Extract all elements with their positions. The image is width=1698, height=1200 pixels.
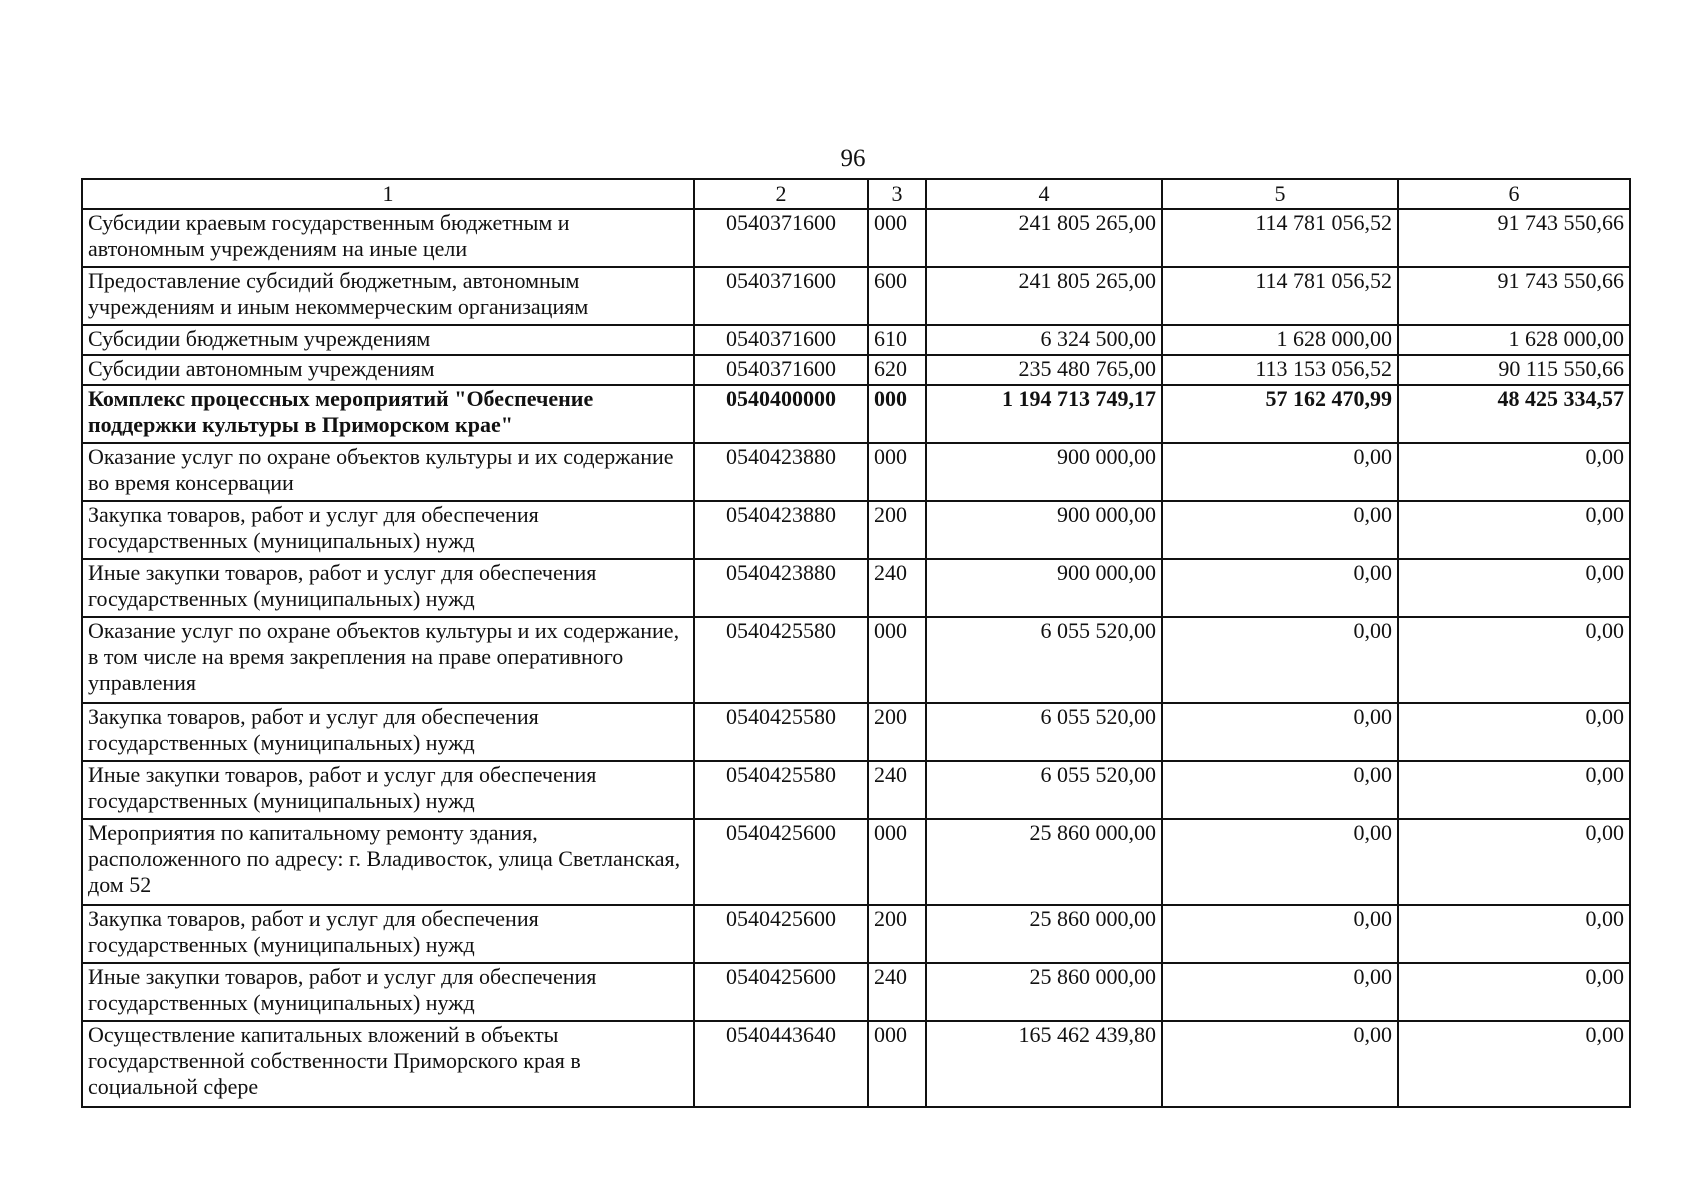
row-type: 240 [868, 559, 926, 617]
row-value-4: 900 000,00 [926, 501, 1162, 559]
row-value-6: 0,00 [1398, 1021, 1630, 1107]
row-value-4: 1 194 713 749,17 [926, 385, 1162, 443]
row-code: 0540423880 [694, 443, 868, 501]
row-code: 0540425600 [694, 819, 868, 905]
row-name: Закупка товаров, работ и услуг для обеспечения государственных (муниципальных) нужд [82, 905, 694, 963]
row-value-5: 0,00 [1162, 761, 1398, 819]
table-row [82, 819, 1630, 905]
row-type: 000 [868, 617, 926, 703]
row-name: Комплекс процессных мероприятий "Обеспечение поддержки культуры в Приморском крае" [82, 385, 694, 443]
row-value-6: 90 115 550,66 [1398, 355, 1630, 385]
row-name: Оказание услуг по охране объектов культуры и их содержание во время консервации [82, 443, 694, 501]
row-type: 620 [868, 355, 926, 385]
row-name: Осуществление капитальных вложений в объекты государственной собственности Приморского края в социальной сфере [82, 1021, 694, 1107]
table-row [82, 1021, 1630, 1107]
row-type: 240 [868, 761, 926, 819]
row-value-6: 0,00 [1398, 617, 1630, 703]
row-value-5: 0,00 [1162, 443, 1398, 501]
table-row [82, 905, 1630, 963]
row-value-6: 0,00 [1398, 819, 1630, 905]
header-col-3: 3 [868, 179, 926, 209]
row-type: 200 [868, 501, 926, 559]
table-row [82, 355, 1630, 385]
header-col-5: 5 [1162, 179, 1398, 209]
row-value-5: 0,00 [1162, 963, 1398, 1021]
row-value-4: 235 480 765,00 [926, 355, 1162, 385]
row-name: Иные закупки товаров, работ и услуг для обеспечения государственных (муниципальных) нужд [82, 963, 694, 1021]
row-value-5: 0,00 [1162, 501, 1398, 559]
row-value-5: 114 781 056,52 [1162, 267, 1398, 325]
budget-table [81, 178, 1631, 1108]
table-row [82, 443, 1630, 501]
row-code: 0540425600 [694, 905, 868, 963]
row-name: Иные закупки товаров, работ и услуг для обеспечения государственных (муниципальных) нужд [82, 559, 694, 617]
row-value-4: 900 000,00 [926, 443, 1162, 501]
row-value-6: 91 743 550,66 [1398, 267, 1630, 325]
row-code: 0540400000 [694, 385, 868, 443]
row-code: 0540425580 [694, 703, 868, 761]
header-col-6: 6 [1398, 179, 1630, 209]
table-row [82, 325, 1630, 355]
row-value-5: 0,00 [1162, 819, 1398, 905]
table-row [82, 617, 1630, 703]
row-value-4: 900 000,00 [926, 559, 1162, 617]
row-value-5: 0,00 [1162, 905, 1398, 963]
row-value-6: 48 425 334,57 [1398, 385, 1630, 443]
header-col-1: 1 [82, 179, 694, 209]
row-value-5: 0,00 [1162, 559, 1398, 617]
row-value-6: 0,00 [1398, 905, 1630, 963]
row-value-4: 6 055 520,00 [926, 617, 1162, 703]
row-code: 0540423880 [694, 501, 868, 559]
row-value-4: 25 860 000,00 [926, 905, 1162, 963]
row-name: Субсидии краевым государственным бюджетным и автономным учреждениям на иные цели [82, 209, 694, 267]
row-value-6: 0,00 [1398, 501, 1630, 559]
row-type: 600 [868, 267, 926, 325]
row-code: 0540443640 [694, 1021, 868, 1107]
header-col-2: 2 [694, 179, 868, 209]
row-value-4: 165 462 439,80 [926, 1021, 1162, 1107]
row-value-5: 114 781 056,52 [1162, 209, 1398, 267]
row-value-6: 1 628 000,00 [1398, 325, 1630, 355]
row-value-6: 0,00 [1398, 761, 1630, 819]
row-name: Иные закупки товаров, работ и услуг для обеспечения государственных (муниципальных) нужд [82, 761, 694, 819]
row-value-5: 0,00 [1162, 617, 1398, 703]
table-row [82, 501, 1630, 559]
row-name: Оказание услуг по охране объектов культуры и их содержание, в том числе на время закрепления на праве оперативного управления [82, 617, 694, 703]
row-type: 000 [868, 1021, 926, 1107]
row-name: Субсидии бюджетным учреждениям [82, 325, 694, 355]
table-row-section [82, 385, 1630, 443]
row-code: 0540371600 [694, 267, 868, 325]
row-name: Субсидии автономным учреждениям [82, 355, 694, 385]
row-code: 0540371600 [694, 325, 868, 355]
row-value-6: 0,00 [1398, 963, 1630, 1021]
row-value-6: 0,00 [1398, 703, 1630, 761]
row-type: 240 [868, 963, 926, 1021]
row-value-4: 6 055 520,00 [926, 703, 1162, 761]
table-row [82, 559, 1630, 617]
table-row [82, 703, 1630, 761]
table-body [82, 209, 1630, 1107]
row-type: 610 [868, 325, 926, 355]
row-value-5: 113 153 056,52 [1162, 355, 1398, 385]
row-value-5: 57 162 470,99 [1162, 385, 1398, 443]
row-type: 200 [868, 703, 926, 761]
row-value-4: 6 324 500,00 [926, 325, 1162, 355]
table-row [82, 209, 1630, 267]
row-code: 0540425580 [694, 617, 868, 703]
row-name: Предоставление субсидий бюджетным, автономным учреждениям и иным некоммерческим организациям [82, 267, 694, 325]
table-row [82, 761, 1630, 819]
table-row [82, 963, 1630, 1021]
header-col-4: 4 [926, 179, 1162, 209]
table-row [82, 267, 1630, 325]
row-type: 000 [868, 385, 926, 443]
row-code: 0540371600 [694, 209, 868, 267]
row-name: Мероприятия по капитальному ремонту здания, расположенного по адресу: г. Владивосток, улица Светланская, дом 52 [82, 819, 694, 905]
row-value-5: 0,00 [1162, 1021, 1398, 1107]
row-value-6: 0,00 [1398, 559, 1630, 617]
row-type: 000 [868, 819, 926, 905]
row-type: 000 [868, 209, 926, 267]
row-value-4: 25 860 000,00 [926, 819, 1162, 905]
row-type: 000 [868, 443, 926, 501]
row-name: Закупка товаров, работ и услуг для обеспечения государственных (муниципальных) нужд [82, 703, 694, 761]
header-row [82, 179, 1630, 209]
row-value-4: 25 860 000,00 [926, 963, 1162, 1021]
row-value-5: 1 628 000,00 [1162, 325, 1398, 355]
row-value-4: 241 805 265,00 [926, 209, 1162, 267]
row-name: Закупка товаров, работ и услуг для обеспечения государственных (муниципальных) нужд [82, 501, 694, 559]
page-number: 96 [840, 145, 866, 172]
row-value-6: 91 743 550,66 [1398, 209, 1630, 267]
row-value-5: 0,00 [1162, 703, 1398, 761]
row-code: 0540425580 [694, 761, 868, 819]
row-code: 0540371600 [694, 355, 868, 385]
row-code: 0540425600 [694, 963, 868, 1021]
row-type: 200 [868, 905, 926, 963]
row-value-4: 6 055 520,00 [926, 761, 1162, 819]
row-code: 0540423880 [694, 559, 868, 617]
row-value-6: 0,00 [1398, 443, 1630, 501]
row-value-4: 241 805 265,00 [926, 267, 1162, 325]
